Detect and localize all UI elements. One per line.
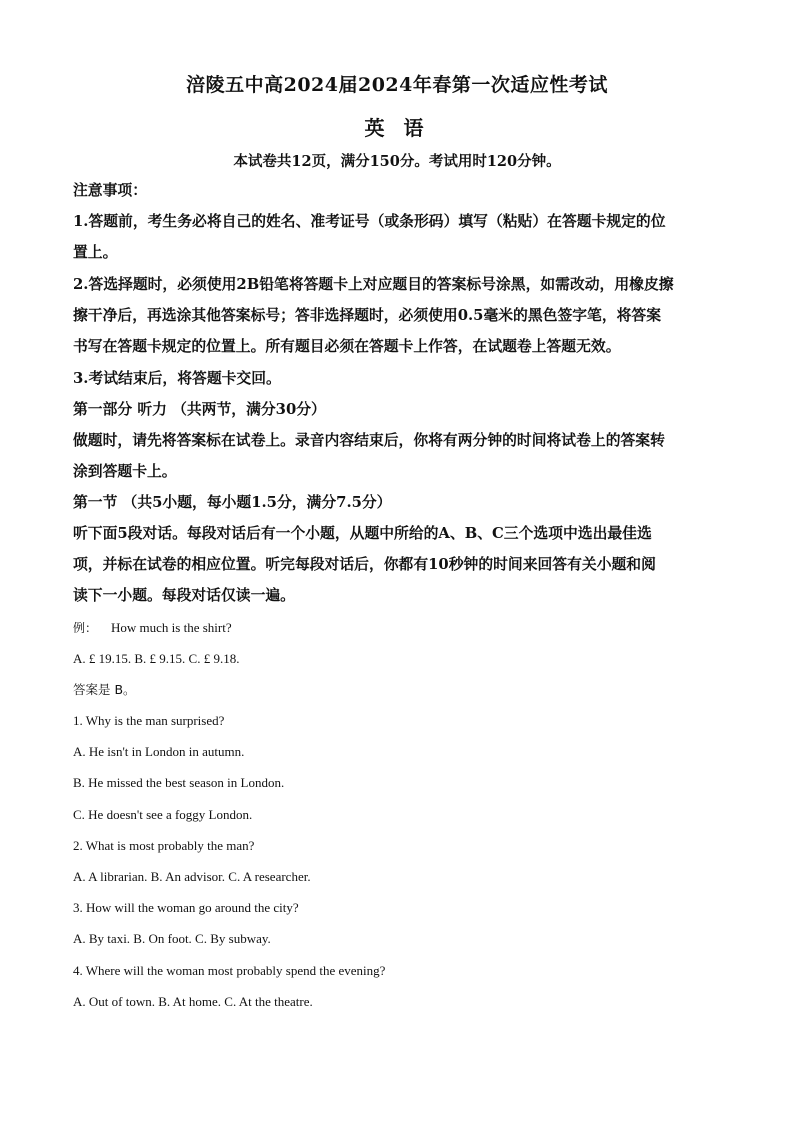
question-1-option-b: B. He missed the best season in London. — [73, 775, 285, 790]
part1-heading: 第一部分 听力 （共两节，满分30分） — [73, 401, 326, 418]
question-2-options: A. A librarian. B. An advisor. C. A researcher. — [73, 869, 311, 884]
exam-info: 本试卷共12页，满分150分。考试用时120分钟。 — [233, 153, 561, 170]
notice-heading: 注意事项： — [73, 182, 147, 199]
notice-item-1-line-2: 置上。 — [73, 244, 118, 261]
part1-instruction-line-1: 做题时，请先将答案标在试卷上。录音内容结束后，你将有两分钟的时间将试卷上的答案转 — [73, 432, 665, 449]
notice-item-2-line-2: 擦干净后，再选涂其他答案标号；答非选择题时，必须使用0.5毫米的黑色签字笔，将答案 — [73, 307, 662, 324]
question-3-options: A. By taxi. B. On foot. C. By subway. — [73, 931, 271, 946]
section1-instruction-line-3: 读下一小题。每段对话仅读一遍。 — [73, 587, 295, 604]
section1-instruction-line-1: 听下面5段对话。每段对话后有一个小题，从题中所给的A、B、C三个选项中选出最佳选 — [73, 525, 652, 542]
notice-item-2-line-1: 2.答选择题时，必须使用2B铅笔将答题卡上对应题目的答案标号涂黑，如需改动，用橡皮擦 — [73, 276, 674, 293]
example-question — [73, 619, 723, 637]
question-1-option-c: C. He doesn't see a foggy London. — [73, 807, 253, 822]
question-1-option-a: A. He isn't in London in autumn. — [73, 744, 245, 759]
question-4-options: A. Out of town. B. At home. C. At the theatre. — [73, 994, 313, 1009]
question-3-stem: 3. How will the woman go around the city? — [73, 900, 299, 915]
section1-instruction-line-2: 项，并标在试卷的相应位置。听完每段对话后，你都有10秒钟的时间来回答有关小题和阅 — [73, 556, 656, 573]
question-4-stem: 4. Where will the woman most probably spend the evening? — [73, 963, 386, 978]
example-answer: 答案是 B。 — [73, 682, 136, 697]
notice-item-3: 3.考试结束后，将答题卡交回。 — [73, 370, 281, 387]
example-options: A. £ 19.15. B. £ 9.15. C. £ 9.18. — [73, 651, 240, 666]
example-label: 例： — [73, 621, 98, 635]
part1-instruction-line-2: 涂到答题卡上。 — [73, 463, 177, 480]
question-2-stem: 2. What is most probably the man? — [73, 838, 255, 853]
subject-title: 英 语 — [364, 116, 430, 140]
example-question-text: How much is the shirt? — [111, 620, 232, 635]
section1-heading: 第一节 （共5小题，每小题1.5分，满分7.5分） — [73, 494, 392, 511]
notice-item-2-line-3: 书写在答题卡规定的位置上。所有题目必须在答题卡上作答，在试题卷上答题无效。 — [73, 338, 621, 355]
exam-title: 涪陵五中高2024届2024年春第一次适应性考试 — [186, 74, 608, 96]
question-1-stem: 1. Why is the man surprised? — [73, 713, 225, 728]
notice-item-1-line-1: 1.答题前，考生务必将自己的姓名、准考证号（或条形码）填写（粘贴）在答题卡规定的位 — [73, 213, 666, 230]
